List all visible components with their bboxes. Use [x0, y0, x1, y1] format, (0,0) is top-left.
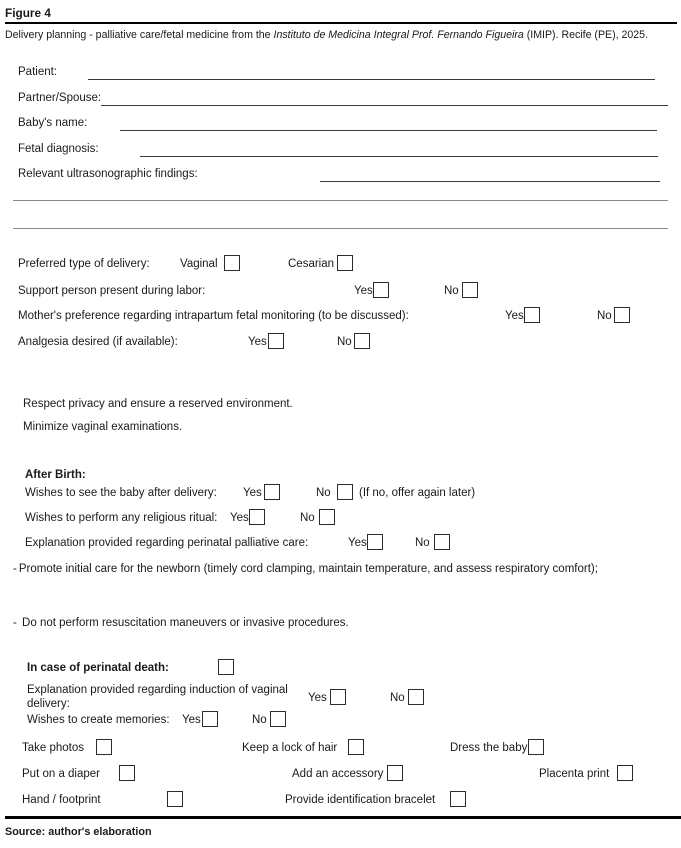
support-person-row	[0, 285, 681, 303]
memories-row	[0, 714, 681, 732]
baby-name-input-line[interactable]	[120, 117, 657, 131]
analgesia-yes-checkbox[interactable]	[268, 333, 284, 349]
memories-yes-checkbox[interactable]	[202, 711, 218, 727]
figure-label: Figure 4	[5, 6, 51, 20]
option-accessory-label: Add an accessory	[292, 768, 384, 780]
option-footprint-label: Hand / footprint	[22, 794, 101, 806]
caption-text-1: Delivery planning - palliative care/fetal medicine from the	[5, 29, 274, 41]
ultrasound-input-line-1[interactable]	[320, 168, 660, 182]
figure-caption	[5, 29, 677, 41]
monitoring-row	[0, 310, 681, 328]
option-take-photos-checkbox[interactable]	[96, 739, 112, 755]
monitoring-yes-label: Yes	[505, 310, 524, 322]
exams-note: Minimize vaginal examinations.	[23, 421, 183, 433]
patient-row	[0, 66, 681, 84]
monitoring-no-checkbox[interactable]	[614, 307, 630, 323]
monitoring-yes-checkbox[interactable]	[524, 307, 540, 323]
analgesia-no-checkbox[interactable]	[354, 333, 370, 349]
support-no-checkbox[interactable]	[462, 282, 478, 298]
induction-row	[0, 692, 681, 710]
analgesia-row	[0, 336, 681, 354]
partner-input-line[interactable]	[101, 92, 668, 106]
ultrasound-row	[0, 168, 681, 186]
cesarian-label: Cesarian	[288, 258, 335, 270]
support-yes-checkbox[interactable]	[373, 282, 389, 298]
option-dress-baby-checkbox[interactable]	[528, 739, 544, 755]
bullet-dash: -	[13, 563, 17, 575]
memories-yes-label: Yes	[182, 714, 201, 726]
baby-name-row	[0, 117, 681, 135]
perinatal-death-row	[0, 662, 681, 680]
vaginal-label: Vaginal	[180, 258, 218, 270]
partner-label: Partner/Spouse:	[18, 92, 102, 104]
source-note: Source: author's elaboration	[5, 826, 152, 838]
fetal-diagnosis-row	[0, 143, 681, 161]
after-birth-heading: After Birth:	[25, 469, 86, 481]
bullet-dash: -	[13, 617, 17, 629]
ritual-label: Wishes to perform any religious ritual:	[25, 512, 218, 524]
palliative-yes-label: Yes	[348, 537, 367, 549]
preferred-delivery-label: Preferred type of delivery:	[18, 258, 150, 270]
option-accessory-checkbox[interactable]	[387, 765, 403, 781]
memory-options-row-2	[0, 768, 681, 786]
memory-options-row-3	[0, 794, 681, 812]
palliative-yes-checkbox[interactable]	[367, 534, 383, 550]
support-yes-label: Yes	[354, 285, 373, 297]
patient-input-line[interactable]	[88, 66, 655, 80]
option-dress-baby-label: Dress the baby	[450, 742, 528, 754]
see-baby-label: Wishes to see the baby after delivery:	[25, 487, 217, 499]
ritual-yes-label: Yes	[230, 512, 249, 524]
option-lock-of-hair-checkbox[interactable]	[348, 739, 364, 755]
vaginal-checkbox[interactable]	[224, 255, 240, 271]
see-baby-no-checkbox[interactable]	[337, 484, 353, 500]
caption-institution: Instituto de Medicina Integral Prof. Fernando Figueira	[273, 29, 524, 41]
palliative-explanation-label: Explanation provided regarding perinatal palliative care:	[25, 537, 309, 549]
option-take-photos-label: Take photos	[22, 742, 85, 754]
ultrasound-label: Relevant ultrasonographic findings:	[18, 168, 198, 180]
perinatal-death-checkbox[interactable]	[218, 659, 234, 675]
newborn-care-text: Promote initial care for the newborn (timely cord clamping, maintain temperature, and assess respiratory comfort);	[18, 563, 598, 575]
memories-no-checkbox[interactable]	[270, 711, 286, 727]
memories-label: Wishes to create memories:	[27, 714, 170, 726]
perinatal-death-heading: In case of perinatal death:	[27, 662, 169, 674]
partner-row	[0, 92, 681, 110]
palliative-no-checkbox[interactable]	[434, 534, 450, 550]
ritual-yes-checkbox[interactable]	[249, 509, 265, 525]
memories-no-label: No	[252, 714, 267, 726]
induction-yes-label: Yes	[308, 692, 327, 704]
monitoring-label: Mother's preference regarding intrapartum fetal monitoring (to be discussed):	[18, 310, 409, 322]
palliative-no-label: No	[415, 537, 430, 549]
see-baby-yes-checkbox[interactable]	[264, 484, 280, 500]
privacy-note: Respect privacy and ensure a reserved environment.	[23, 398, 293, 410]
option-placenta-checkbox[interactable]	[617, 765, 633, 781]
see-baby-note: (If no, offer again later)	[359, 487, 476, 499]
analgesia-yes-label: Yes	[248, 336, 267, 348]
cesarian-checkbox[interactable]	[337, 255, 353, 271]
fetal-diagnosis-label: Fetal diagnosis:	[18, 143, 99, 155]
ritual-no-checkbox[interactable]	[319, 509, 335, 525]
no-resuscitation-bullet	[13, 616, 613, 631]
ritual-row	[0, 512, 681, 530]
analgesia-label: Analgesia desired (if available):	[18, 336, 178, 348]
support-no-label: No	[444, 285, 459, 297]
analgesia-no-label: No	[337, 336, 352, 348]
induction-yes-checkbox[interactable]	[330, 689, 346, 705]
induction-label: Explanation provided regarding induction of vaginal delivery:	[27, 684, 288, 710]
see-baby-row	[0, 487, 681, 505]
option-diaper-label: Put on a diaper	[22, 768, 101, 780]
monitoring-no-label: No	[597, 310, 612, 322]
option-lock-of-hair-label: Keep a lock of hair	[242, 742, 338, 754]
ultrasound-input-line-2[interactable]	[13, 200, 668, 201]
patient-label: Patient:	[18, 66, 57, 78]
option-footprint-checkbox[interactable]	[167, 791, 183, 807]
ultrasound-input-line-3[interactable]	[13, 228, 668, 229]
preferred-delivery-row	[0, 258, 681, 276]
footer-rule	[5, 816, 681, 819]
see-baby-yes-label: Yes	[243, 487, 262, 499]
memory-options-row-1	[0, 742, 681, 760]
option-bracelet-label: Provide identification bracelet	[285, 794, 436, 806]
support-person-label: Support person present during labor:	[18, 285, 206, 297]
baby-name-label: Baby's name:	[18, 117, 88, 129]
fetal-diagnosis-input-line[interactable]	[140, 143, 658, 157]
induction-no-checkbox[interactable]	[408, 689, 424, 705]
option-diaper-checkbox[interactable]	[119, 765, 135, 781]
no-resuscitation-text: Do not perform resuscitation maneuvers or invasive procedures.	[22, 617, 349, 629]
caption-text-2: (IMIP). Recife (PE), 2025.	[523, 29, 649, 41]
header-rule	[5, 22, 677, 24]
option-bracelet-checkbox[interactable]	[450, 791, 466, 807]
see-baby-no-label: No	[316, 487, 331, 499]
palliative-explanation-row	[0, 537, 681, 555]
newborn-care-bullet	[13, 562, 613, 577]
ritual-no-label: No	[300, 512, 315, 524]
option-placenta-label: Placenta print	[539, 768, 610, 780]
induction-no-label: No	[390, 692, 405, 704]
